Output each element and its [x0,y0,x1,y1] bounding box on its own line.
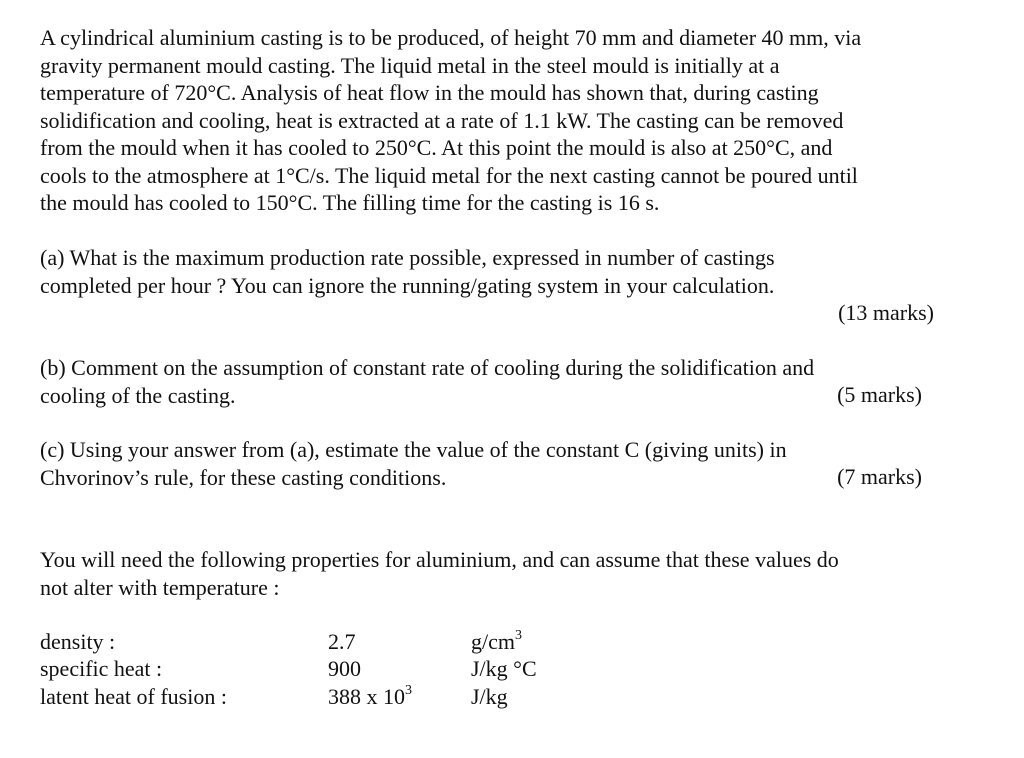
property-value [328,628,356,656]
question-c-marks: (7 marks) [837,464,922,489]
property-unit-text: J/kg °C [471,656,537,681]
question-b-line: (b) Comment on the assumption of constant rate of cooling during the solidification and [40,355,815,380]
property-value-exponent: 3 [405,682,412,698]
property-name: density : [40,629,116,654]
property-unit-text: J/kg [471,684,508,709]
property-value-text: 388 x 10 [328,684,405,709]
property-unit-exponent: 3 [515,627,522,643]
property-value [328,683,412,711]
problem-statement [40,24,940,217]
question-a-line: (a) What is the maximum production rate possible, expressed in number of castings [40,245,775,270]
question-c-line: (c) Using your answer from (a), estimate the value of the constant C (giving units) in [40,437,787,462]
property-row-latent-heat [0,683,1024,711]
property-name: latent heat of fusion : [40,684,227,709]
property-row-specific-heat [0,655,1024,683]
property-name: specific heat : [40,656,163,681]
property-value [328,655,361,683]
question-c [40,436,940,491]
problem-line: cools to the atmosphere at 1°C/s. The liquid metal for the next casting cannot be poured until [40,162,858,188]
properties-intro [40,546,940,601]
property-unit [471,655,537,683]
properties-intro-line: You will need the following properties for aluminium, and can assume that these values do [40,547,839,572]
problem-line: the mould has cooled to 150°C. The filling time for the casting is 16 s. [40,190,660,215]
properties-intro-line: not alter with temperature : [40,574,280,600]
problem-line: gravity permanent mould casting. The liquid metal in the steel mould is initially at a [40,52,780,78]
question-a [40,244,940,299]
question-a-marks: (13 marks) [838,300,934,325]
problem-line: solidification and cooling, heat is extracted at a rate of 1.1 kW. The casting can be removed [40,107,844,133]
property-unit [471,628,522,656]
problem-line: temperature of 720°C. Analysis of heat flow in the mould has shown that, during casting [40,80,819,105]
question-a-line: completed per hour ? You can ignore the running/gating system in your calculation. [40,272,775,298]
property-value-text: 2.7 [328,629,356,654]
property-unit-text: g/cm [471,629,515,654]
question-b-line: cooling of the casting. [40,382,236,408]
question-c-line: Chvorinov’s rule, for these casting conditions. [40,464,447,490]
property-unit [471,683,508,711]
question-b-marks: (5 marks) [837,382,922,407]
question-b [40,354,940,409]
property-row-density [0,628,1024,656]
problem-line: from the mould when it has cooled to 250°C. At this point the mould is also at 250°C, and [40,135,833,160]
property-value-text: 900 [328,656,361,681]
problem-line: A cylindrical aluminium casting is to be produced, of height 70 mm and diameter 40 mm, via [40,25,862,50]
